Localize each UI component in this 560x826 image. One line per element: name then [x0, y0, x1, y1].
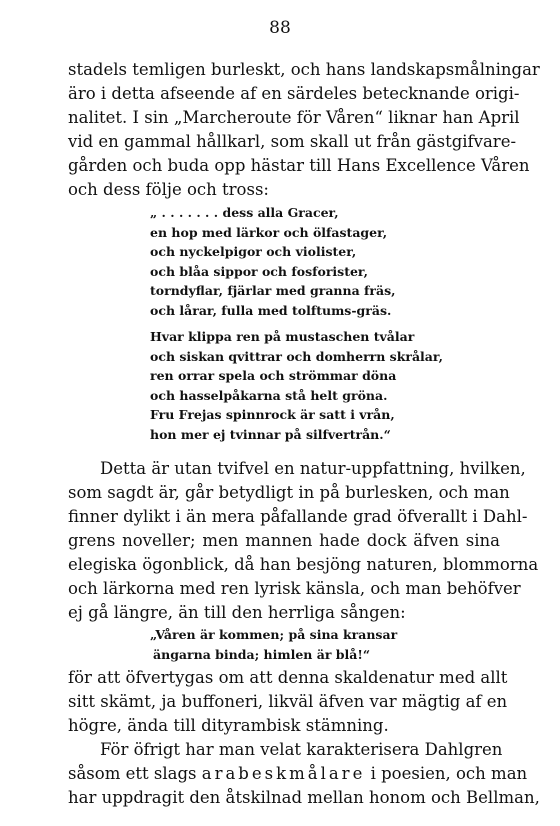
text-line: har uppdragit den åtskilnad mellan honom och Bellman,: [68, 788, 540, 807]
paragraph-2: [68, 457, 539, 625]
text-line: och lärkorna med ren lyrisk känsla, och man behöfver: [68, 579, 521, 598]
text-line: gården och buda opp hästar till Hans Excellence Våren: [68, 156, 530, 175]
verse-line: ren orrar spela och strömmar döna: [150, 368, 397, 383]
verse-line: Fru Frejas spinnrock är satt i vrån,: [150, 407, 395, 422]
text-line: [68, 762, 528, 786]
text-line: Detta är utan tvifvel en natur-uppfattning, hvilken,: [100, 459, 526, 478]
verse-line: och hasselpåkarna stå helt gröna.: [150, 387, 388, 403]
text-line: för att öfvertygas om att denna skaldenatur med allt: [68, 668, 508, 687]
paragraph-3: [68, 666, 508, 738]
text-line: vid en gammal hållkarl, som skall ut från gästgifvare-: [68, 132, 517, 151]
paragraph-1: [68, 58, 540, 202]
text-line: högre, ända till dityrambisk stämning.: [68, 716, 389, 735]
text-line: som sagdt är, går betydligt in på burlesken, och man: [68, 483, 510, 502]
emphasized-word: arabeskmålare: [201, 764, 366, 783]
text-fragment: i poesien, och man: [370, 764, 528, 783]
verse-line: ängarna binda; himlen är blå!“: [153, 646, 371, 662]
page-number: 88: [269, 18, 291, 38]
verse-line: „ . . . . . . . dess alla Gracer,: [150, 205, 339, 220]
verse-stanza-2: [150, 327, 443, 444]
paragraph-4: [68, 738, 540, 810]
verse-line: och blåa sippor och fosforister,: [150, 263, 368, 279]
verse-line: torndyflar, fjärlar med granna fräs,: [150, 283, 396, 298]
text-fragment: såsom ett slags: [68, 764, 197, 783]
text-line: elegiska ögonblick, då han besjöng naturen, blommorna: [68, 555, 539, 574]
text-line: finner dylikt i än mera påfallande grad öfverallt i Dahl-: [68, 507, 528, 526]
text-line: och dess följe och tross:: [68, 180, 269, 199]
verse-line: hon mer ej tvinnar på silfvertrån.“: [150, 426, 391, 442]
verse-stanza-3: [150, 625, 397, 664]
verse-line: och lårar, fulla med tolftums-gräs.: [150, 302, 392, 318]
verse-line: och nyckelpigor och violister,: [150, 244, 357, 259]
verse-line: Hvar klippa ren på mustaschen tvålar: [150, 329, 415, 344]
verse-line: en hop med lärkor och ölfastager,: [150, 224, 388, 240]
text-line: sitt skämt, ja buffoneri, likväl äfven var mägtig af en: [68, 692, 508, 711]
verse-line: och siskan qvittrar och domherrn skrålar,: [150, 348, 443, 364]
text-line: För öfrigt har man velat karakterisera Dahlgren: [100, 740, 503, 759]
text-line: nalitet. I sin „Marcheroute för Våren“ liknar han April: [68, 108, 520, 127]
verse-stanza-1: [150, 203, 396, 320]
text-line: grens noveller; men mannen hade dock äfven sina: [68, 531, 500, 550]
text-line: stadels temligen burleskt, och hans landskapsmålningar: [68, 60, 540, 79]
text-line: ej gå längre, än till den herrliga sången:: [68, 603, 406, 622]
verse-line: „Våren är kommen; på sina kransar: [150, 627, 398, 642]
text-line: äro i detta afseende af en särdeles betecknande origi-: [68, 84, 520, 103]
